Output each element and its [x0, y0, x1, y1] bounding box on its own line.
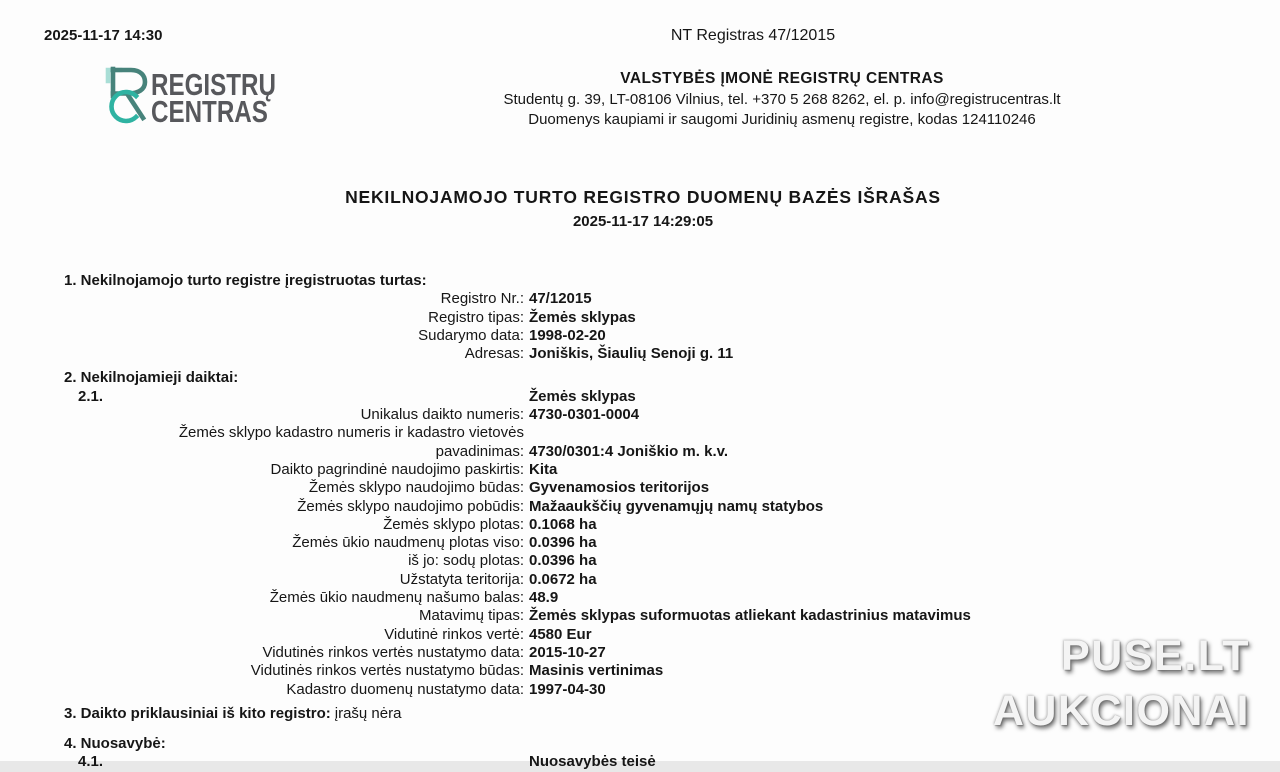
field-value: 0.0396 ha — [529, 552, 597, 570]
section-1-heading: 1. Nekilnojamojo turto registre įregistruotas turtas: — [64, 272, 427, 289]
field-value: 0.0672 ha — [529, 570, 597, 588]
field-row — [0, 406, 1280, 424]
field-label: Vidutinės rinkos vertės nustatymo data: — [262, 643, 524, 661]
field-label: Unikalus daikto numeris: — [360, 406, 524, 424]
field-value: 2015-10-27 — [529, 643, 606, 661]
field-label: Matavimų tipas: — [418, 607, 524, 625]
field-row — [0, 498, 1280, 516]
field-value: 4580 Eur — [529, 625, 592, 643]
field-row — [0, 461, 1280, 479]
print-date: 2025-11-17 14:30 — [44, 27, 163, 44]
field-label: Sudarymo data: — [418, 326, 524, 344]
item-number: 4.1. — [78, 753, 104, 771]
field-row — [0, 571, 1280, 589]
field-label: iš jo: sodų plotas: — [408, 552, 524, 570]
field-value: Gyvenamosios teritorijos — [529, 479, 710, 497]
field-value: 0.0396 ha — [529, 534, 597, 552]
section-2-heading: 2. Nekilnojamieji daiktai: — [64, 369, 239, 387]
watermark — [993, 629, 1250, 739]
item-title: Nuosavybės teisė — [529, 753, 656, 771]
field-row — [0, 552, 1280, 570]
field-row — [0, 516, 1280, 534]
field-row — [0, 290, 1280, 308]
title-block — [345, 187, 941, 230]
field-value: Žemės sklypas suformuotas atliekant kadastrinius matavimus — [529, 607, 971, 625]
field-label: Vidutinės rinkos vertės nustatymo būdas: — [250, 662, 524, 680]
field-row — [0, 424, 1280, 442]
section-3-heading-label: 3. Daikto priklausiniai iš kito registro: — [64, 704, 331, 722]
field-label: Žemės ūkio naudmenų našumo balas: — [269, 589, 524, 607]
organization-info — [503, 69, 1060, 131]
field-label: pavadinimas: — [435, 442, 524, 460]
field-row — [0, 534, 1280, 552]
logo-wordmark-line1: REGISTRŲ — [151, 67, 276, 102]
field-value: 1998-02-20 — [529, 326, 606, 344]
field-value: 0.1068 ha — [529, 515, 597, 533]
item-row-4-1 — [0, 753, 1280, 771]
field-row — [0, 345, 1280, 363]
field-value: Joniškis, Šiaulių Senoji g. 11 — [529, 345, 734, 363]
field-value: 47/12015 — [529, 290, 592, 308]
field-label: Žemės ūkio naudmenų plotas viso: — [292, 534, 524, 552]
document-reference: NT Registras 47/12015 — [670, 27, 836, 44]
field-label: Užstatyta teritorija: — [399, 570, 524, 588]
watermark-line1: PUSE.LT — [1061, 632, 1250, 680]
field-row — [0, 479, 1280, 497]
item-number: 2.1. — [78, 387, 104, 405]
item-row-2-1 — [0, 388, 1280, 406]
field-value: 4730-0301-0004 — [529, 406, 640, 424]
section-4-heading: 4. Nuosavybė: — [64, 735, 166, 753]
field-row — [0, 589, 1280, 607]
document-title: NEKILNOJAMOJO TURTO REGISTRO DUOMENŲ BAZĖS IŠRAŠAS — [345, 187, 941, 207]
field-value: Mažaaukščių gyvenamųjų namų statybos — [529, 497, 824, 515]
field-label: Registro tipas: — [428, 308, 524, 326]
organization-name: VALSTYBĖS ĮMONĖ REGISTRŲ CENTRAS — [620, 70, 944, 87]
field-label: Registro Nr.: — [440, 290, 524, 308]
field-row — [0, 327, 1280, 345]
field-label: Žemės sklypo naudojimo būdas: — [308, 479, 524, 497]
section-1-fields — [0, 290, 1280, 363]
field-label: Vidutinė rinkos vertė: — [384, 625, 524, 643]
field-value: Kita — [529, 460, 558, 478]
organization-address: Studentų g. 39, LT-08106 Vilnius, tel. +370 5 268 8262, el. p. info@registrucentras.lt — [503, 90, 1061, 108]
field-value: Žemės sklypas — [529, 308, 636, 326]
field-row — [0, 443, 1280, 461]
item-title: Žemės sklypas — [529, 387, 636, 405]
field-value: 4730/0301:4 Joniškio m. k.v. — [529, 442, 729, 460]
section-3-value: įrašų nėra — [334, 704, 402, 722]
registru-centras-monogram-icon — [104, 65, 146, 125]
logo-wordmark — [151, 67, 276, 129]
organization-register-note: Duomenys kaupiami ir saugomi Juridinių asmenų registre, kodas 124110246 — [528, 111, 1036, 128]
document-datetime: 2025-11-17 14:29:05 — [572, 213, 714, 230]
field-row — [0, 607, 1280, 625]
field-label: Žemės sklypo plotas: — [383, 515, 524, 533]
field-row — [0, 309, 1280, 327]
field-label: Žemės sklypo kadastro numeris ir kadastro vietovės — [178, 424, 524, 442]
field-value: 1997-04-30 — [529, 680, 606, 698]
field-label: Adresas: — [464, 345, 524, 363]
watermark-line2: AUKCIONAI — [992, 687, 1250, 735]
logo-wordmark-line2: CENTRAS — [151, 94, 268, 129]
field-value: 48.9 — [529, 589, 559, 607]
field-label: Žemės sklypo naudojimo pobūdis: — [297, 497, 524, 515]
field-value: Masinis vertinimas — [529, 662, 664, 680]
field-label: Daikto pagrindinė naudojimo paskirtis: — [270, 460, 524, 478]
registru-centras-logo — [104, 65, 311, 129]
field-label: Kadastro duomenų nustatymo data: — [286, 680, 524, 698]
